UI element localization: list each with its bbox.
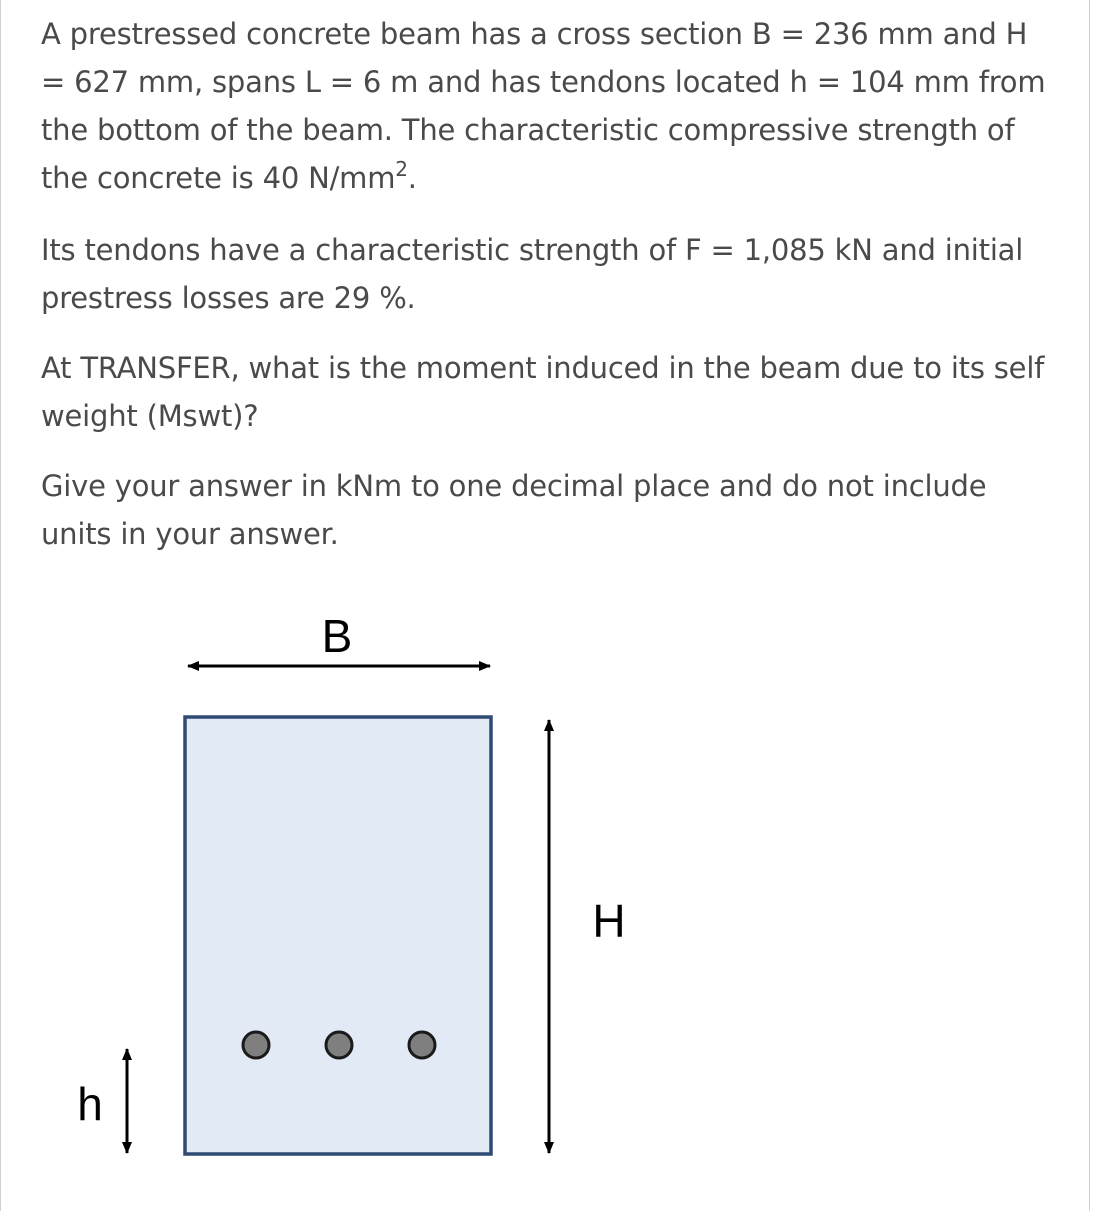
problem-statement-end: .	[407, 161, 417, 195]
tendon-height-label: h	[77, 1078, 103, 1130]
beam-section	[185, 717, 491, 1154]
superscript-exponent: 2	[395, 157, 408, 181]
tendon-details: Its tendons have a characteristic strength of F = 1,085 kN and initial prestress losses are 29 %.	[41, 233, 1024, 315]
problem-statement-text: A prestressed concrete beam has a cross section B = 236 mm and H = 627 mm, spans L = 6 m and has tendons located h = 104 mm from the bottom of the beam. The characteristic compressive strength of the concrete is 40 N/mm	[41, 17, 1046, 195]
tendon	[409, 1032, 435, 1058]
question-text	[41, 10, 1051, 582]
tendon	[326, 1032, 352, 1058]
width-label: B	[321, 610, 353, 662]
tendon	[243, 1032, 269, 1058]
height-label: H	[592, 895, 626, 947]
beam-cross-section-diagram	[0, 590, 1096, 1211]
question-prompt: At TRANSFER, what is the moment induced in the beam due to its self weight (Mswt)?	[41, 351, 1045, 433]
problem-statement	[41, 10, 1051, 202]
answer-instructions: Give your answer in kNm to one decimal place and do not include units in your answer.	[41, 469, 987, 551]
